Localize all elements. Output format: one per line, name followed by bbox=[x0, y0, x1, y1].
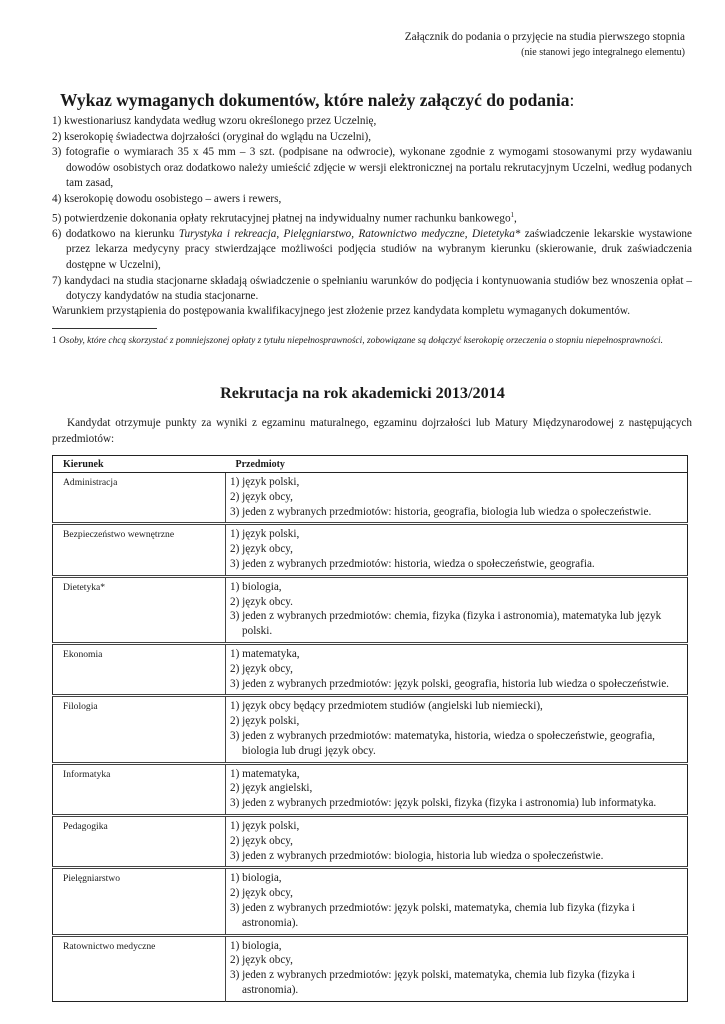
table-row bbox=[53, 815, 688, 867]
subject-item: 3) jeden z wybranych przedmiotów: matematyka, historia, wiedza o społeczeństwie, geografia, biologia lub drugi język obcy. bbox=[230, 729, 655, 757]
subject-item: 1) język obcy będący przedmiotem studiów (angielski lub niemiecki), bbox=[230, 700, 543, 713]
list-item bbox=[52, 208, 692, 227]
document-header bbox=[405, 30, 685, 60]
subject-item: 1) biologia, bbox=[230, 580, 282, 593]
table-row bbox=[53, 868, 688, 935]
table-row bbox=[53, 935, 688, 1001]
subject-item: 1) język polski, bbox=[230, 476, 300, 488]
subject-item: 1) matematyka, bbox=[230, 767, 300, 780]
subject-item: 1) biologia, bbox=[230, 939, 282, 952]
item-text-post: zaświadczenie lekarskie wystawione przez lekarza medycyny pracy stwierdzające możliwości podjęcia studiów na wybranym kierunku (skierowanie, druk zaświadczenia dostępne w Uczelni), bbox=[66, 227, 692, 272]
column-header-przedmioty: Przedmioty bbox=[226, 456, 688, 473]
subject-item: 2) język obcy. bbox=[230, 595, 293, 608]
list-item: 4) kserokopię dowodu osobistego – awers i rewers, bbox=[52, 192, 282, 205]
title-colon: : bbox=[569, 90, 575, 110]
subject-item: 2) język obcy, bbox=[230, 543, 293, 556]
subject-item: 2) język obcy, bbox=[230, 834, 293, 847]
table-row bbox=[53, 763, 688, 815]
subject-item: 2) język obcy, bbox=[230, 662, 293, 675]
subject-item: 3) jeden z wybranych przedmiotów: język polski, matematyka, chemia lub fizyka (fizyka i astronomia). bbox=[230, 969, 636, 996]
list-item: 1) kwestionariusz kandydata według wzoru określonego przez Uczelnię, bbox=[52, 115, 377, 127]
subject-item: 3) jeden z wybranych przedmiotów: historia, wiedza o społeczeństwie, geografia. bbox=[230, 557, 595, 570]
kierunek-cell: Pedagogika bbox=[53, 815, 226, 867]
column-header-kierunek: Kierunek bbox=[53, 456, 226, 473]
subject-item: 1) język polski, bbox=[230, 819, 300, 832]
subject-item: 3) jeden z wybranych przedmiotów: historia, geografia, biologia lub wiedza o społeczeństwie. bbox=[230, 505, 652, 518]
table-row bbox=[53, 643, 688, 695]
kierunek-cell: Pielęgniarstwo bbox=[53, 868, 226, 935]
kierunek-cell: Ratownictwo medyczne bbox=[53, 935, 226, 1001]
table-row bbox=[53, 576, 688, 643]
subject-item: 3) jeden z wybranych przedmiotów: język polski, geografia, historia lub wiedza o społeczeństwie. bbox=[230, 677, 669, 690]
list-item: 7) kandydaci na studia stacjonarne składają oświadczenie o spełnianiu warunków do podjęcia i kontynuowania studiów bez wnoszenia opłat – dotyczy kandydatów na studia stacjonarne. bbox=[52, 274, 692, 303]
przedmioty-cell bbox=[226, 576, 688, 643]
required-documents-title bbox=[60, 90, 574, 111]
subject-item: 2) język angielski, bbox=[230, 782, 313, 795]
footnote-text: Osoby, które chcą skorzystać z pomniejszonej opłaty z tytułu niepełnosprawności, zobowiązane są dołączyć kserokopię orzeczenia o stopniu niepełnosprawności. bbox=[59, 336, 663, 346]
przedmioty-cell bbox=[226, 868, 688, 935]
item-text-pre: 6) dodatkowo na kierunku bbox=[52, 227, 179, 240]
przedmioty-cell bbox=[226, 473, 688, 524]
przedmioty-cell bbox=[226, 696, 688, 763]
table-header-row bbox=[53, 456, 688, 473]
subject-item: 3) jeden z wybranych przedmiotów: chemia, fizyka (fizyka i astronomia), matematyka lub język polski. bbox=[230, 610, 662, 638]
przedmioty-cell bbox=[226, 643, 688, 695]
subject-item: 3) jeden z wybranych przedmiotów: język polski, fizyka (fizyka i astronomia) lub informatyka. bbox=[230, 797, 657, 810]
table-row bbox=[53, 524, 688, 576]
table-row bbox=[53, 473, 688, 524]
przedmioty-cell bbox=[226, 935, 688, 1001]
intro-paragraph: Kandydat otrzymuje punkty za wyniki z egzaminu maturalnego, egzaminu dojrzałości lub Matury Międzynarodowej z następujących przedmiotów: bbox=[52, 417, 692, 445]
kierunek-cell: Bezpieczeństwo wewnętrzne bbox=[53, 524, 226, 576]
subject-item: 3) jeden z wybranych przedmiotów: biologia, historia lub wiedza o społeczeństwie. bbox=[230, 849, 604, 862]
recruitment-title: Rekrutacja na rok akademicki 2013/2014 bbox=[220, 384, 505, 402]
footnote bbox=[52, 335, 692, 349]
list-item bbox=[52, 227, 692, 274]
kierunek-cell: Dietetyka* bbox=[53, 576, 226, 643]
footnote-number: 1 bbox=[52, 336, 57, 346]
subject-item: 3) jeden z wybranych przedmiotów: język polski, matematyka, chemia lub fizyka (fizyka i astronomia). bbox=[230, 901, 636, 929]
subject-item: 1) język polski, bbox=[230, 528, 300, 541]
kierunek-cell: Administracja bbox=[53, 473, 226, 524]
subject-item: 1) matematyka, bbox=[230, 647, 300, 660]
subject-item: 2) język obcy, bbox=[230, 887, 293, 900]
table-row bbox=[53, 696, 688, 763]
kierunek-cell: Filologia bbox=[53, 696, 226, 763]
item-text: 5) potwierdzenie dokonania opłaty rekrutacyjnej płatnej na indywidualny numer rachunku bankowego bbox=[52, 212, 511, 225]
subjects-table bbox=[52, 455, 688, 1002]
kierunek-cell: Ekonomia bbox=[53, 643, 226, 695]
subject-item: 2) język polski, bbox=[230, 715, 300, 728]
footnote-reference: 1 bbox=[510, 210, 515, 219]
condition-paragraph: Warunkiem przystąpienia do postępowania kwalifikacyjnego jest złożenie przez kandydata kompletu wymaganych dokumentów. bbox=[52, 305, 631, 317]
subject-item: 2) język obcy, bbox=[230, 490, 293, 503]
przedmioty-cell bbox=[226, 815, 688, 867]
list-item: 3) fotografie o wymiarach 35 x 45 mm – 3 szt. (podpisane na odwrocie), wykonane zgodnie z wymogami stosowanymi przy wydawaniu dowodów osobistych oraz dodatkowo należy umieścić zdjęcie w wersji elektronicznej na portalu rekrutacyjnym Uczelni, według podanych tam zasad, bbox=[52, 146, 692, 190]
title-text: Wykaz wymaganych dokumentów, które należy załączyć do podania bbox=[60, 90, 570, 110]
header-line-1: Załącznik do podania o przyjęcie na studia pierwszego stopnia bbox=[404, 31, 685, 43]
required-documents-list bbox=[52, 114, 692, 305]
subject-item: 1) biologia, bbox=[230, 872, 282, 885]
kierunek-cell: Informatyka bbox=[53, 763, 226, 815]
header-line-2: (nie stanowi jego integralnego elementu) bbox=[521, 47, 685, 58]
subject-item: 2) język obcy, bbox=[230, 954, 293, 967]
item-text-italic: Turystyka i rekreacja, Pielęgniarstwo, Ratownictwo medyczne, Dietetyka* bbox=[178, 227, 521, 240]
table-body bbox=[53, 473, 688, 1002]
przedmioty-cell bbox=[226, 524, 688, 576]
list-item: 2) kserokopię świadectwa dojrzałości (oryginał do wglądu na Uczelni), bbox=[52, 130, 372, 143]
footnote-divider bbox=[52, 328, 157, 329]
item-punct: , bbox=[514, 212, 517, 225]
przedmioty-cell bbox=[226, 763, 688, 815]
